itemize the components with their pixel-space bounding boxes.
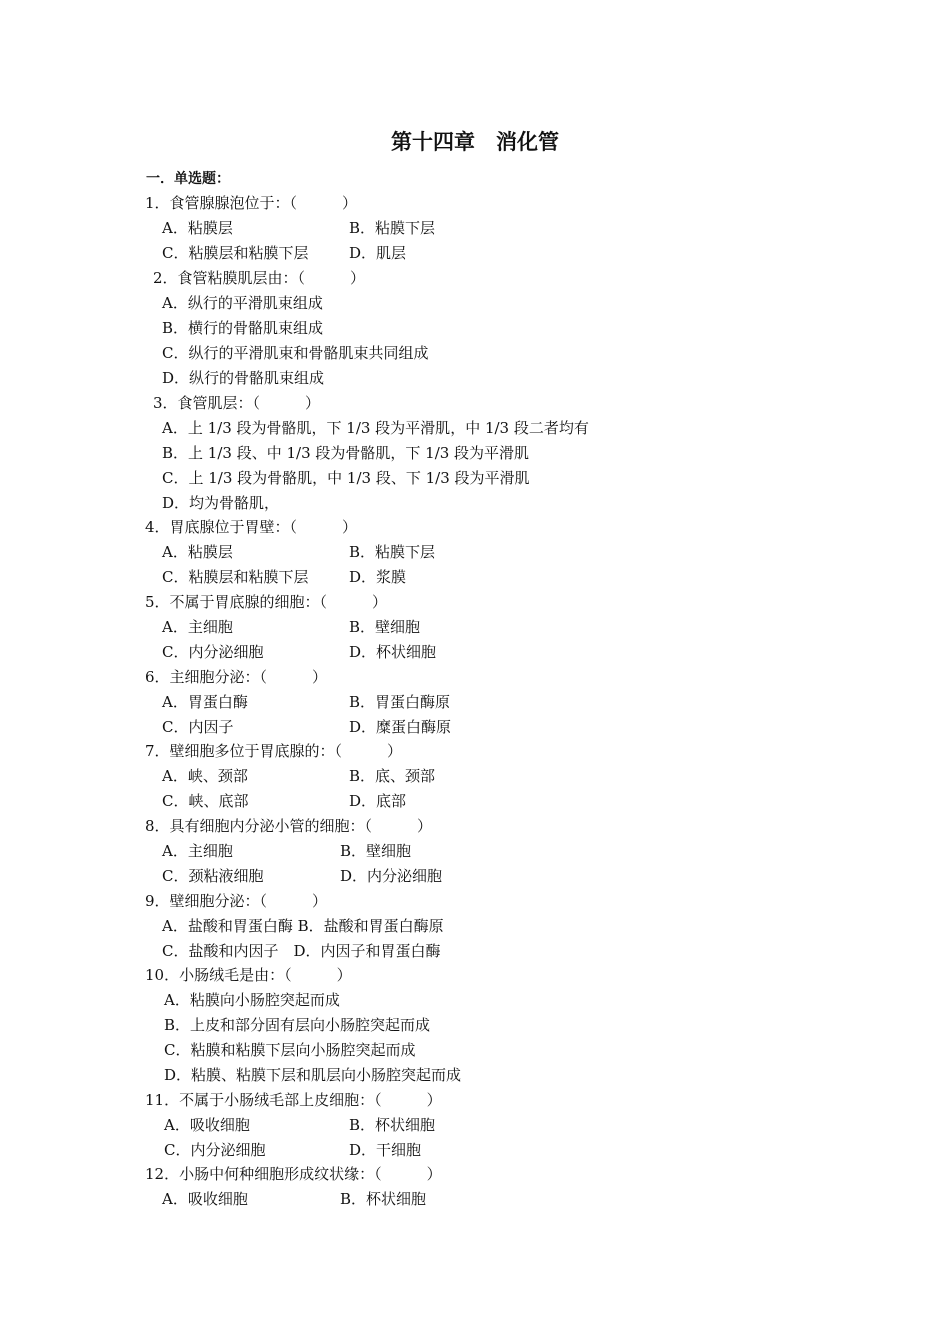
q5-option-a: A．主细胞	[162, 618, 233, 636]
q3-option-b: B．上 1/3 段、中 1/3 段为骨骼肌，下 1/3 段为平滑肌	[162, 444, 530, 462]
question-8: 8．具有细胞内分泌小管的细胞：（ ）	[145, 817, 433, 835]
q8-option-d: D．内分泌细胞	[340, 867, 443, 885]
q8-option-c: C．颈粘液细胞	[162, 867, 264, 885]
q4-option-c: C．粘膜层和粘膜下层	[162, 568, 309, 586]
q2-option-c: C．纵行的平滑肌束和骨骼肌束共同组成	[162, 344, 429, 362]
q7-option-c: C．峡、底部	[162, 792, 249, 810]
question-12: 12．小肠中何种细胞形成纹状缘：（ ）	[145, 1165, 442, 1183]
q11-option-d: D．干细胞	[349, 1141, 422, 1159]
question-9: 9．壁细胞分泌：（ ）	[145, 892, 328, 910]
q9-options-ab: A．盐酸和胃蛋白酶 B．盐酸和胃蛋白酶原	[162, 917, 444, 935]
q2-option-b: B．横行的骨骼肌束组成	[162, 319, 324, 337]
q1-option-a: A．粘膜层	[162, 219, 233, 237]
question-5: 5．不属于胃底腺的细胞：（ ）	[145, 593, 388, 611]
section-heading: 一．单选题：	[146, 171, 230, 187]
q8-option-a: A．主细胞	[162, 842, 233, 860]
q6-option-c: C．内因子	[162, 718, 234, 736]
q6-option-d: D．糜蛋白酶原	[349, 718, 452, 736]
q2-option-a: A．纵行的平滑肌束组成	[162, 294, 323, 312]
q4-option-b: B．粘膜下层	[349, 543, 436, 561]
q11-option-c: C．内分泌细胞	[164, 1141, 266, 1159]
q10-option-b: B．上皮和部分固有层向小肠腔突起而成	[164, 1016, 431, 1034]
q4-option-d: D．浆膜	[349, 568, 407, 586]
q6-option-b: B．胃蛋白酶原	[349, 693, 451, 711]
question-4: 4．胃底腺位于胃壁：（ ）	[145, 518, 358, 536]
q4-option-a: A．粘膜层	[162, 543, 233, 561]
q10-option-c: C．粘膜和粘膜下层向小肠腔突起而成	[164, 1041, 416, 1059]
q8-option-b: B．壁细胞	[340, 842, 412, 860]
q12-option-a: A．吸收细胞	[162, 1190, 248, 1208]
q7-option-a: A．峡、颈部	[162, 767, 248, 785]
q1-option-d: D．肌层	[349, 244, 407, 262]
q11-option-b: B．杯状细胞	[349, 1116, 436, 1134]
q10-option-d: D．粘膜、粘膜下层和肌层向小肠腔突起而成	[164, 1066, 462, 1084]
q2-option-d: D．纵行的骨骼肌束组成	[162, 369, 325, 387]
q3-option-d: D．均为骨骼肌，	[162, 494, 280, 512]
q10-option-a: A．粘膜向小肠腔突起而成	[164, 991, 340, 1009]
q1-option-c: C．粘膜层和粘膜下层	[162, 244, 309, 262]
question-10: 10．小肠绒毛是由：（ ）	[145, 966, 352, 984]
question-3: 3．食管肌层：（ ）	[153, 394, 321, 412]
q5-option-c: C．内分泌细胞	[162, 643, 264, 661]
chapter-title: 第十四章 消化管	[391, 130, 559, 154]
question-11: 11．不属于小肠绒毛部上皮细胞：（ ）	[145, 1091, 442, 1109]
q3-option-a: A．上 1/3 段为骨骼肌，下 1/3 段为平滑肌，中 1/3 段二者均有	[162, 419, 589, 437]
q1-option-b: B．粘膜下层	[349, 219, 436, 237]
q7-option-d: D．底部	[349, 792, 407, 810]
q6-option-a: A．胃蛋白酶	[162, 693, 248, 711]
q12-option-b: B．杯状细胞	[340, 1190, 427, 1208]
q3-option-c: C．上 1/3 段为骨骼肌，中 1/3 段、下 1/3 段为平滑肌	[162, 469, 530, 487]
question-6: 6．主细胞分泌：（ ）	[145, 668, 328, 686]
question-7: 7．壁细胞多位于胃底腺的：（ ）	[145, 742, 403, 760]
question-2: 2．食管粘膜肌层由：（ ）	[153, 269, 366, 287]
q9-options-cd: C．盐酸和内因子 D．内因子和胃蛋白酶	[162, 942, 441, 960]
q11-option-a: A．吸收细胞	[164, 1116, 250, 1134]
question-1: 1．食管腺腺泡位于：（ ）	[145, 194, 358, 212]
q7-option-b: B．底、颈部	[349, 767, 436, 785]
q5-option-b: B．壁细胞	[349, 618, 421, 636]
q5-option-d: D．杯状细胞	[349, 643, 437, 661]
